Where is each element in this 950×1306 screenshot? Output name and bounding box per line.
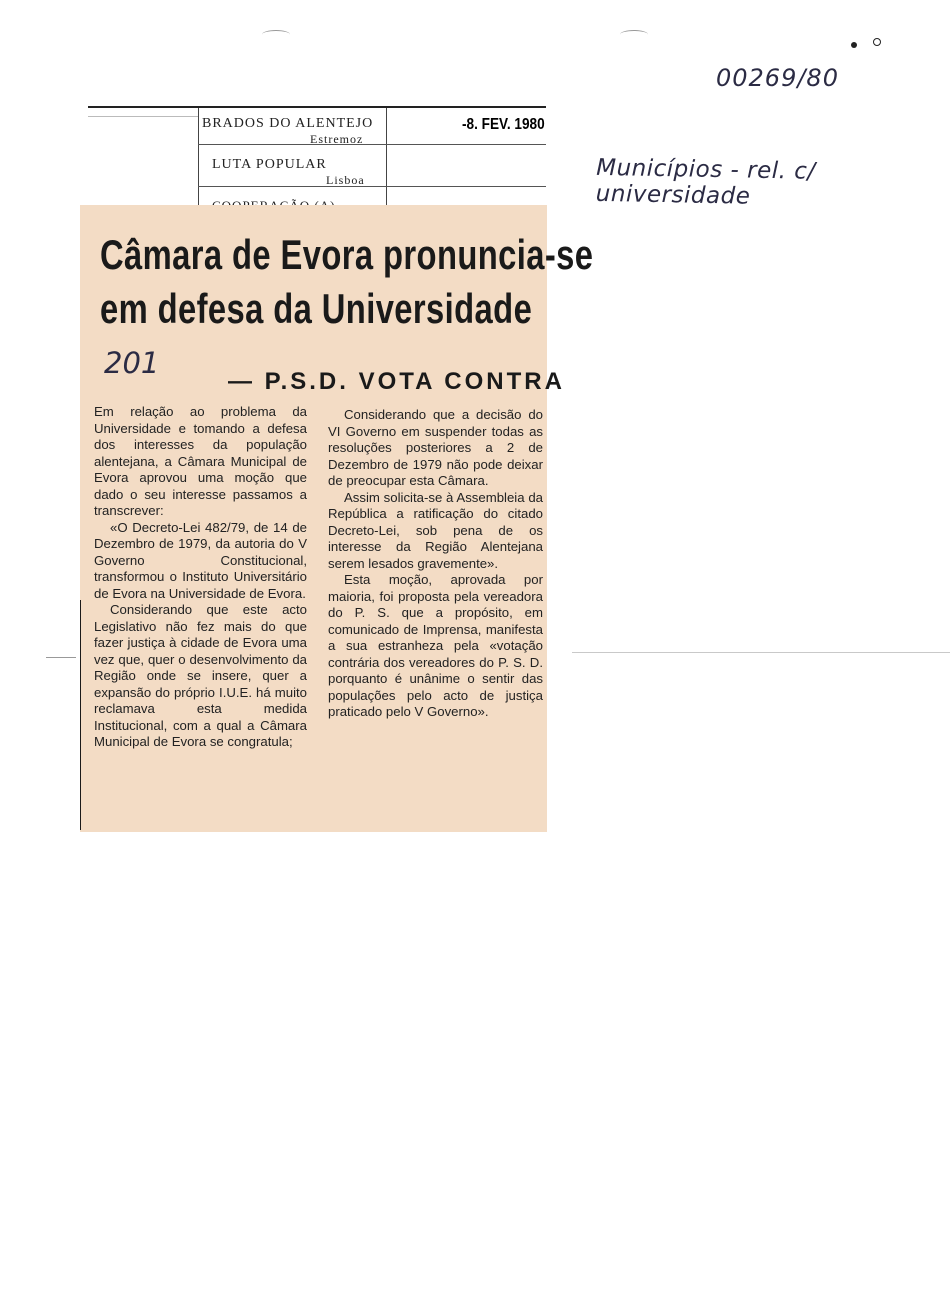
reference-number: 00269/80: [716, 64, 839, 92]
headline-line-2: em defesa da Universidade: [100, 285, 533, 332]
punch-hole-left: [262, 30, 290, 39]
mark-ring: [873, 38, 881, 46]
publication-name: LUTA POPULAR: [212, 157, 327, 172]
publication-city: Estremoz: [310, 132, 364, 146]
paragraph: Em relação ao problema da Universidade e tomando a defesa dos interesses da população alentejana, a Câmara Municipal de Evora aprovou uma moção que dado o seu interesse passamos a transcrever:: [94, 404, 307, 518]
paragraph: Considerando que a decisão do VI Governo em suspender todas as resoluções posteriores a 2 de Dezembro de 1979 não pode deixar de preocupar esta Câmara.: [328, 407, 543, 488]
punch-hole-right: [620, 30, 648, 39]
clipping-margin-line: [80, 600, 81, 830]
paragraph: Considerando que este acto Legislativo não fez mais do que fazer justiça à cidade de Evora uma vez que, quer o desenvolvimento da Região onde se insere, quer a expansão do próprio I.U.E. há muito reclamava esta medida Institucional, com a qual a Câmara Municipal de Evora se congratula;: [94, 602, 307, 749]
paragraph: Assim solicita-se à Assembleia da República a ratificação do citado Decreto-Lei, sob pena de os interesse da Região Alentejana serem lesados gravemente».: [328, 489, 543, 571]
fold-mark: [46, 657, 76, 658]
clip-number: 201: [104, 346, 160, 380]
headline-line-1: Câmara de Evora pronuncia-se: [100, 231, 594, 278]
date-stamp: -8. FEV. 1980: [462, 116, 545, 133]
topic-note: Municípios - rel. c/ universidade: [595, 154, 816, 210]
fold-mark: [572, 652, 950, 653]
paragraph: Esta moção, aprovada por maioria, foi proposta pela vereadora do P. S. que a propósito, em comunicado de Imprensa, manifesta a sua estranheza pela «votação contrária dos vereadores do P. S. D. porquanto é unânime o sentir das populações pelo acto de justiça praticado pelo V Governo».: [328, 572, 543, 719]
article-column-1: [94, 404, 307, 751]
article-headline: [100, 228, 594, 336]
mark-dot: [851, 42, 857, 48]
publication-city: Lisboa: [326, 173, 365, 187]
paragraph: «O Decreto-Lei 482/79, de 14 de Dezembro de 1979, da autoria do V Governo Constitucional, transformou o Instituto Universitário de Evora na Universidade de Evora.: [94, 519, 307, 601]
publication-name: BRADOS DO ALENTEJO: [202, 116, 374, 131]
article-subheadline: — P.S.D. VOTA CONTRA: [228, 368, 565, 395]
article-column-2: [328, 407, 543, 721]
